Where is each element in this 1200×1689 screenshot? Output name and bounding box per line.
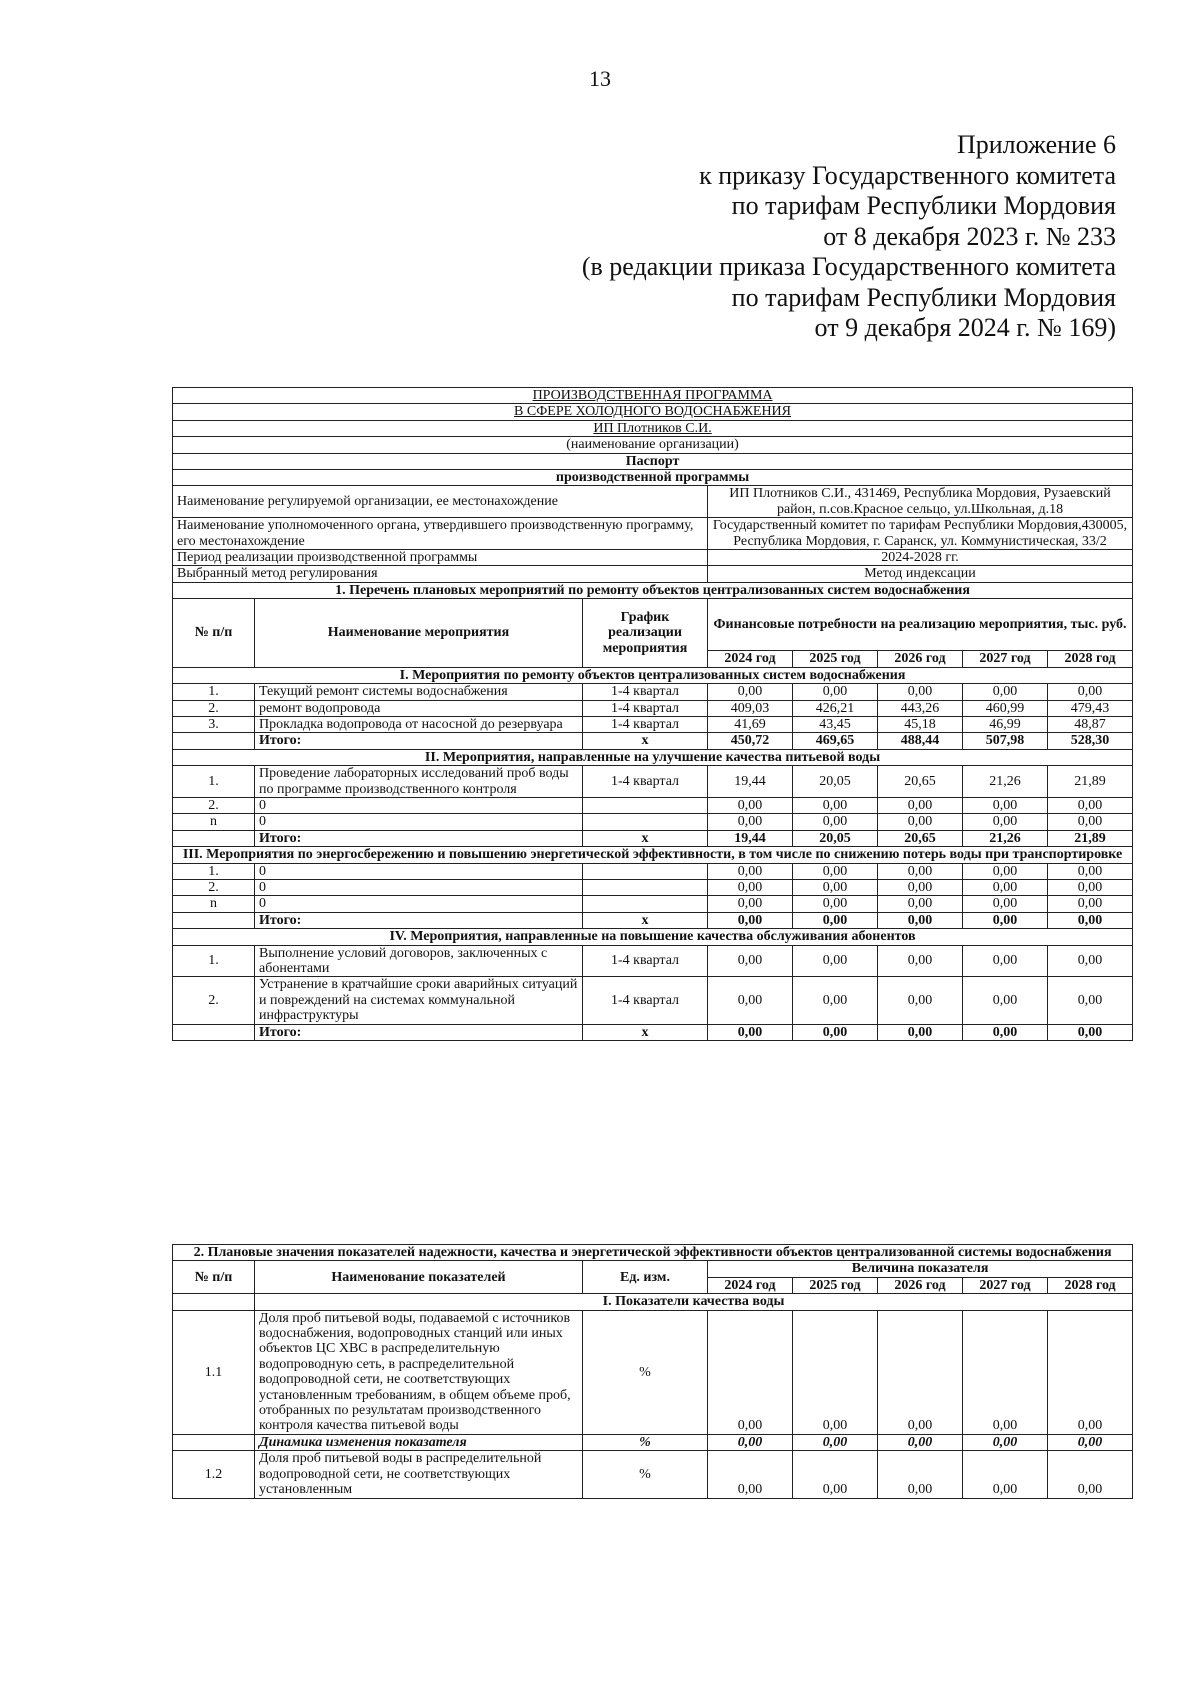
col-num-header: № п/п	[173, 599, 255, 667]
passport-period-label: Период реализации производственной программы	[173, 550, 708, 566]
table-row	[173, 814, 1133, 830]
total-value: 21,89	[1048, 830, 1133, 846]
value-cell: 20,05	[793, 766, 878, 798]
table-row	[173, 1434, 1133, 1450]
schedule-cell: 1-4 квартал	[583, 945, 708, 977]
value-cell: 0,00	[1048, 684, 1133, 700]
value-cell: 460,99	[963, 700, 1048, 716]
total-label: Итого:	[255, 912, 583, 928]
value-cell: 0,00	[878, 1310, 963, 1434]
page-number: 13	[589, 66, 611, 91]
total-value: 0,00	[708, 912, 793, 928]
year-header: 2024 год	[708, 1277, 793, 1293]
indicator-name: Динамика изменения показателя	[255, 1434, 583, 1450]
header-line: от 8 декабря 2023 г. № 233	[823, 221, 1116, 251]
value-cell: 0,00	[1048, 863, 1133, 879]
value-cell: 0,00	[708, 977, 793, 1024]
indicators-table	[172, 1244, 1133, 1499]
value-cell: 19,44	[708, 766, 793, 798]
total-x: х	[583, 830, 708, 846]
group-title: III. Мероприятия по энергосбережению и повышению энергетической эффективности, в том числе по снижению потерь воды при транспортировке	[173, 847, 1133, 863]
row-number: 2.	[173, 797, 255, 813]
group-title: I. Мероприятия по ремонту объектов централизованных систем водоснабжения	[173, 667, 1133, 683]
value-cell: 0,00	[708, 1310, 793, 1434]
row-number: 1.	[173, 684, 255, 700]
col-unit-header: Ед. изм.	[583, 1261, 708, 1294]
year-header: 2025 год	[793, 1277, 878, 1293]
value-cell: 0,00	[1048, 879, 1133, 895]
total-value: 0,00	[1048, 1024, 1133, 1040]
total-value: 20,05	[793, 830, 878, 846]
table-row	[173, 700, 1133, 716]
value-cell: 0,00	[793, 1310, 878, 1434]
appendix-header	[582, 130, 1116, 344]
value-cell: 0,00	[878, 1451, 963, 1498]
year-header: 2028 год	[1048, 1277, 1133, 1293]
value-cell: 0,00	[793, 814, 878, 830]
value-cell: 0,00	[708, 896, 793, 912]
organization-caption: (наименование организации)	[173, 437, 1133, 453]
total-value: 0,00	[878, 912, 963, 928]
value-cell: 21,89	[1048, 766, 1133, 798]
table-row	[173, 879, 1133, 895]
table-row	[173, 716, 1133, 732]
total-value: 19,44	[708, 830, 793, 846]
col-num-header: № п/п	[173, 1261, 255, 1294]
value-cell: 0,00	[1048, 896, 1133, 912]
program-title: ПРОИЗВОДСТВЕННАЯ ПРОГРАММА	[173, 388, 1133, 404]
measure-name: 0	[255, 797, 583, 813]
value-cell: 45,18	[878, 716, 963, 732]
table-row	[173, 1451, 1133, 1498]
section2-title: 2. Плановые значения показателей надежности, качества и энергетической эффективности объектов централизованной системы водоснабжения	[173, 1245, 1133, 1261]
passport-subtitle: производственной программы	[173, 470, 1133, 486]
total-label: Итого:	[255, 830, 583, 846]
value-cell: 0,00	[878, 863, 963, 879]
value-cell: 0,00	[1048, 1434, 1133, 1450]
blank-cell	[173, 1294, 255, 1310]
value-cell: 0,00	[708, 1434, 793, 1450]
header-line: Приложение 6	[956, 130, 1116, 159]
total-value: 20,65	[878, 830, 963, 846]
col-indicator-header: Наименование показателей	[255, 1261, 583, 1294]
value-cell: 0,00	[878, 684, 963, 700]
value-cell: 0,00	[963, 684, 1048, 700]
value-cell: 0,00	[793, 879, 878, 895]
value-cell: 48,87	[1048, 716, 1133, 732]
header-line: по тарифам Республики Мордовия	[731, 282, 1116, 312]
total-value: 0,00	[793, 912, 878, 928]
row-number: 2.	[173, 879, 255, 895]
value-cell: 0,00	[708, 814, 793, 830]
total-x: х	[583, 733, 708, 749]
row-number: n	[173, 896, 255, 912]
organization-name: ИП Плотников С.И.	[173, 420, 1133, 436]
total-value: 0,00	[1048, 912, 1133, 928]
measure-name: 0	[255, 879, 583, 895]
passport-org-value: ИП Плотников С.И., 431469, Республика Мордовия, Рузаевский район, п.сов.Красное сельцо, ул.Школьная, д.18	[708, 486, 1133, 518]
passport-period-value: 2024-2028 гг.	[708, 550, 1133, 566]
measure-name: Устранение в кратчайшие сроки аварийных ситуаций и повреждений на системах коммунальной инфраструктуры	[255, 977, 583, 1024]
value-cell: 43,45	[793, 716, 878, 732]
blank-cell	[173, 1024, 255, 1040]
row-number: 2.	[173, 700, 255, 716]
value-cell: 46,99	[963, 716, 1048, 732]
table-row	[173, 945, 1133, 977]
row-number: 1.2	[173, 1451, 255, 1498]
schedule-cell: 1-4 квартал	[583, 977, 708, 1024]
value-cell: 0,00	[708, 684, 793, 700]
measure-name: 0	[255, 863, 583, 879]
total-value: 0,00	[878, 1024, 963, 1040]
value-cell: 0,00	[963, 977, 1048, 1024]
measure-name: 0	[255, 896, 583, 912]
total-value: 450,72	[708, 733, 793, 749]
row-number	[173, 1434, 255, 1450]
total-value: 469,65	[793, 733, 878, 749]
value-cell: 0,00	[878, 1434, 963, 1450]
year-header: 2026 год	[878, 1277, 963, 1293]
schedule-cell: 1-4 квартал	[583, 684, 708, 700]
value-cell: 0,00	[793, 797, 878, 813]
value-cell: 0,00	[793, 896, 878, 912]
value-cell: 0,00	[1048, 977, 1133, 1024]
indicator-name: Доля проб питьевой воды, подаваемой с источников водоснабжения, водопроводных станций или иных объектов ЦС ХВС в распределительную водопроводную сеть, в распределительной водопроводной сети, не соответствующих установленным требованиям, в общем объеме проб, отобранных по результатам производственного контроля качества питьевой воды	[255, 1310, 583, 1434]
value-cell: 0,00	[708, 1451, 793, 1498]
value-cell: 0,00	[1048, 945, 1133, 977]
value-cell: 0,00	[708, 863, 793, 879]
value-cell: 0,00	[793, 1434, 878, 1450]
group-title: II. Мероприятия, направленные на улучшение качества питьевой воды	[173, 749, 1133, 765]
measure-name: Выполнение условий договоров, заключенных с абонентами	[255, 945, 583, 977]
schedule-cell	[583, 797, 708, 813]
measure-name: Текущий ремонт системы водоснабжения	[255, 684, 583, 700]
row-number: 1.	[173, 766, 255, 798]
col-schedule-header: График реализации мероприятия	[583, 599, 708, 667]
value-cell: 0,00	[793, 863, 878, 879]
year-header: 2025 год	[793, 651, 878, 667]
col-value-header: Величина показателя	[708, 1261, 1133, 1277]
value-cell: 21,26	[963, 766, 1048, 798]
value-cell: 0,00	[708, 945, 793, 977]
year-header: 2027 год	[963, 1277, 1048, 1293]
value-cell: 0,00	[963, 1434, 1048, 1450]
value-cell: 0,00	[963, 945, 1048, 977]
value-cell: 0,00	[793, 945, 878, 977]
row-number: 1.	[173, 863, 255, 879]
schedule-cell	[583, 863, 708, 879]
measure-name: Прокладка водопровода от насосной до резервуара	[255, 716, 583, 732]
total-value: 507,98	[963, 733, 1048, 749]
value-cell: 20,65	[878, 766, 963, 798]
program-table	[172, 387, 1133, 1041]
blank-cell	[173, 733, 255, 749]
value-cell: 443,26	[878, 700, 963, 716]
row-number: 3.	[173, 716, 255, 732]
total-label: Итого:	[255, 733, 583, 749]
year-header: 2027 год	[963, 651, 1048, 667]
passport-authority-label: Наименование уполномоченного органа, утвердившего производственную программу, его местонахождение	[173, 518, 708, 550]
col-finance-header: Финансовые потребности на реализацию мероприятия, тыс. руб.	[708, 599, 1133, 651]
unit-cell: %	[583, 1434, 708, 1450]
total-value: 528,30	[1048, 733, 1133, 749]
value-cell: 0,00	[963, 814, 1048, 830]
table-row	[173, 684, 1133, 700]
quality-subheader: I. Показатели качества воды	[255, 1294, 1133, 1310]
total-value: 0,00	[963, 912, 1048, 928]
col-name-header: Наименование мероприятия	[255, 599, 583, 667]
total-x: х	[583, 912, 708, 928]
value-cell: 0,00	[878, 896, 963, 912]
value-cell: 0,00	[1048, 814, 1133, 830]
value-cell: 0,00	[878, 945, 963, 977]
passport-org-label: Наименование регулируемой организации, ее местонахождение	[173, 486, 708, 518]
year-header: 2026 год	[878, 651, 963, 667]
measure-name: 0	[255, 814, 583, 830]
value-cell: 0,00	[708, 879, 793, 895]
header-line: от 9 декабря 2024 г. № 169)	[814, 313, 1116, 342]
value-cell: 0,00	[963, 863, 1048, 879]
measure-name: Проведение лабораторных исследований проб воды по программе производственного контроля	[255, 766, 583, 798]
group-title: IV. Мероприятия, направленные на повышение качества обслуживания абонентов	[173, 929, 1133, 945]
schedule-cell: 1-4 квартал	[583, 716, 708, 732]
value-cell: 0,00	[963, 1451, 1048, 1498]
value-cell: 41,69	[708, 716, 793, 732]
passport-method-value: Метод индексации	[708, 566, 1133, 582]
value-cell: 0,00	[878, 814, 963, 830]
value-cell: 0,00	[708, 797, 793, 813]
value-cell: 0,00	[963, 797, 1048, 813]
measure-name: ремонт водопровода	[255, 700, 583, 716]
value-cell: 426,21	[793, 700, 878, 716]
total-x: х	[583, 1024, 708, 1040]
table-row	[173, 766, 1133, 798]
row-number: 1.1	[173, 1310, 255, 1434]
table-row	[173, 1310, 1133, 1434]
blank-cell	[173, 830, 255, 846]
row-number: 2.	[173, 977, 255, 1024]
total-value: 21,26	[963, 830, 1048, 846]
header-line: по тарифам Республики Мордовия	[731, 191, 1116, 220]
value-cell: 409,03	[708, 700, 793, 716]
passport-title: Паспорт	[173, 453, 1133, 469]
schedule-cell	[583, 879, 708, 895]
schedule-cell: 1-4 квартал	[583, 766, 708, 798]
value-cell: 0,00	[1048, 1310, 1133, 1434]
table-row	[173, 896, 1133, 912]
table-row	[173, 977, 1133, 1024]
blank-cell	[173, 912, 255, 928]
passport-method-label: Выбранный метод регулирования	[173, 566, 708, 582]
value-cell: 0,00	[963, 896, 1048, 912]
total-value: 0,00	[793, 1024, 878, 1040]
value-cell: 0,00	[878, 797, 963, 813]
program-subtitle: В СФЕРЕ ХОЛОДНОГО ВОДОСНАБЖЕНИЯ	[173, 404, 1133, 420]
value-cell: 0,00	[1048, 797, 1133, 813]
indicator-name: Доля проб питьевой воды в распределительной водопроводной сети, не соответствующих установленным	[255, 1451, 583, 1498]
schedule-cell	[583, 814, 708, 830]
value-cell: 0,00	[878, 977, 963, 1024]
table-row	[173, 863, 1133, 879]
schedule-cell: 1-4 квартал	[583, 700, 708, 716]
unit-cell: %	[583, 1310, 708, 1434]
value-cell: 479,43	[1048, 700, 1133, 716]
total-value: 488,44	[878, 733, 963, 749]
row-number: n	[173, 814, 255, 830]
passport-authority-value: Государственный комитет по тарифам Республики Мордовия,430005, Республика Мордовия, г. Саранск, ул. Коммунистическая, 33/2	[708, 518, 1133, 550]
total-label: Итого:	[255, 1024, 583, 1040]
year-header: 2028 год	[1048, 651, 1133, 667]
value-cell: 0,00	[878, 879, 963, 895]
header-line: (в редакции приказа Государственного комитета	[581, 252, 1116, 281]
value-cell: 0,00	[1048, 1451, 1133, 1498]
total-value: 0,00	[963, 1024, 1048, 1040]
unit-cell: %	[583, 1451, 708, 1498]
header-line: к приказу Государственного комитета	[699, 160, 1116, 190]
year-header: 2024 год	[708, 651, 793, 667]
value-cell: 0,00	[793, 684, 878, 700]
schedule-cell	[583, 896, 708, 912]
value-cell: 0,00	[963, 879, 1048, 895]
value-cell: 0,00	[793, 1451, 878, 1498]
section1-title: 1. Перечень плановых мероприятий по ремонту объектов централизованных систем водоснабжения	[173, 582, 1133, 598]
value-cell: 0,00	[793, 977, 878, 1024]
total-value: 0,00	[708, 1024, 793, 1040]
table-row	[173, 797, 1133, 813]
value-cell: 0,00	[963, 1310, 1048, 1434]
row-number: 1.	[173, 945, 255, 977]
